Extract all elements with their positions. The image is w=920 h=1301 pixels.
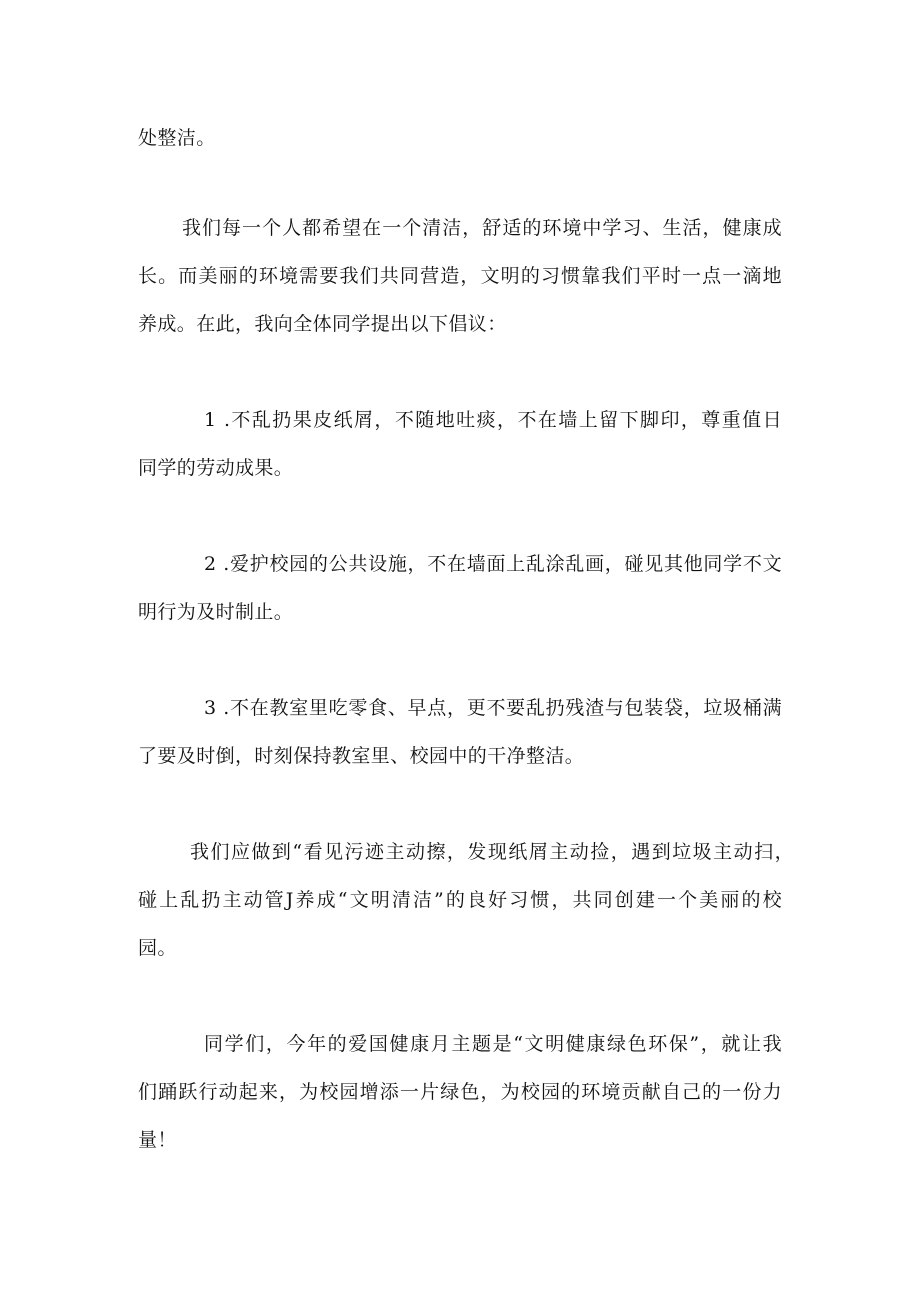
paragraph-5-line-2: 园。	[138, 937, 177, 959]
paragraph-1-line-1: 长。而美丽的环境需要我们共同营造，文明的习惯靠我们平时一点一滴地	[138, 265, 782, 287]
paragraph-0-line-0: 处整洁。	[138, 127, 216, 149]
paragraph-4-line-1: 了要及时倒，时刻保持教室里、校园中的干净整洁。	[138, 745, 585, 767]
paragraph-4-line-0: 3 .不在教室里吃零食、早点，更不要乱扔残渣与包装袋，垃圾桶满	[204, 697, 782, 719]
paragraph-6-line-2: 量！	[138, 1129, 177, 1151]
paragraph-3-line-0: 2 .爱护校园的公共设施，不在墙面上乱涂乱画，碰见其他同学不文	[204, 553, 782, 575]
paragraph-5-line-0: 我们应做到“看见污迹主动擦，发现纸屑主动捡，遇到垃圾主动扫，	[190, 841, 794, 863]
paragraph-6-line-0: 同学们，今年的爱国健康月主题是“文明健康绿色环保”，就让我	[204, 1033, 782, 1055]
paragraph-2-line-0: 1 .不乱扔果皮纸屑，不随地吐痰，不在墙上留下脚印，尊重值日	[204, 409, 782, 431]
paragraph-1-line-0: 我们每一个人都希望在一个清洁，舒适的环境中学习、生活，健康成	[182, 217, 782, 239]
paragraph-3-line-1: 明行为及时制止。	[138, 601, 294, 623]
paragraph-6-line-1: 们踊跃行动起来，为校园增添一片绿色，为校园的环境贡献自己的一份力	[138, 1081, 782, 1103]
paragraph-5-line-1: 碰上乱扔主动管J养成“文明清洁”的良好习惯，共同创建一个美丽的校	[138, 889, 782, 911]
paragraph-1-line-2: 养成。在此，我向全体同学提出以下倡议：	[138, 313, 507, 335]
paragraph-2-line-1: 同学的劳动成果。	[138, 457, 294, 479]
